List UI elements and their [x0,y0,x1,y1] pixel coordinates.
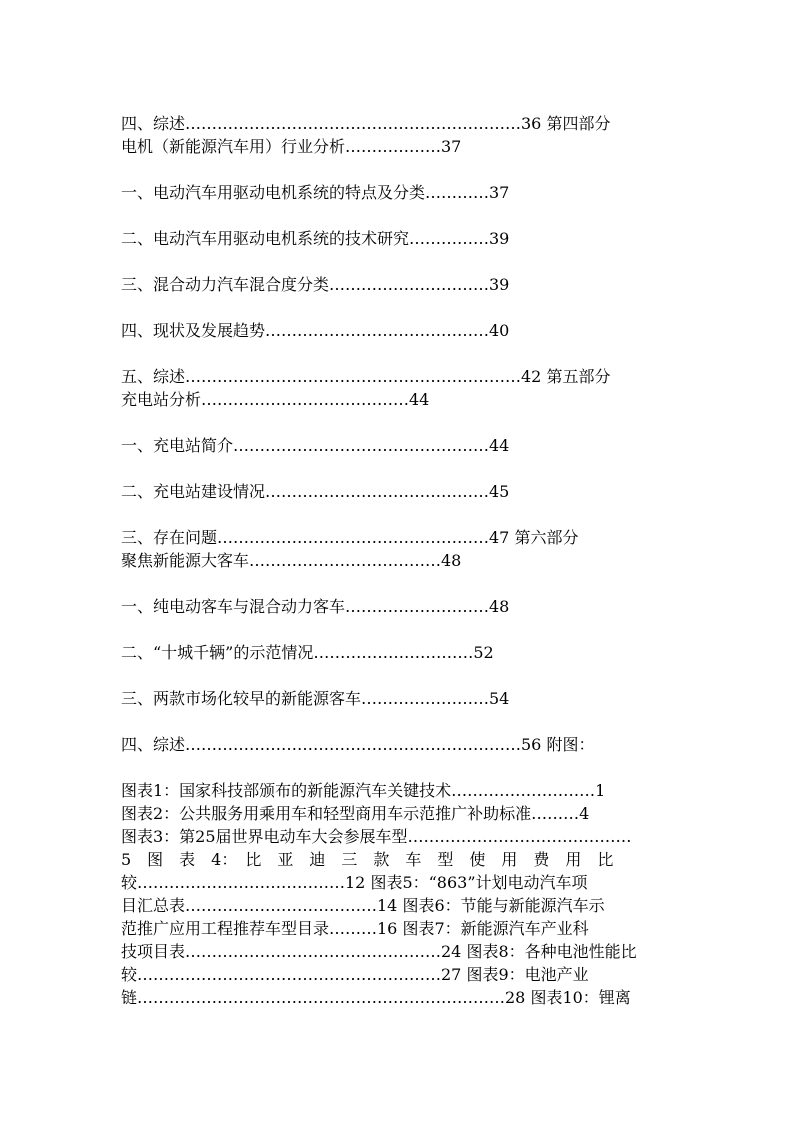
toc-entry-9[interactable] [121,526,673,572]
document-page [121,112,673,1009]
toc-entry-4[interactable] [121,273,673,296]
toc-entry-6-line-1: 五、综述………………………………………………………42 第五部分 [121,367,611,386]
toc-entry-12[interactable] [121,687,673,710]
toc-entry-1-line-2: 电机（新能源汽车用）行业分析………………37 [121,137,462,156]
toc-entry-13-line-1: 四、综述………………………………………………………56 附图： [121,735,595,754]
toc-entry-3-line-1: 二、电动汽车用驱动电机系统的技术研究……………39 [121,229,510,248]
toc-entry-4-line-1: 三、混合动力汽车混合度分类…………………………39 [121,275,510,294]
toc-list [121,112,673,756]
toc-entry-7-line-1: 一、充电站简介…………………………………………44 [121,436,510,455]
toc-entry-12-line-1: 三、两款市场化较早的新能源客车……………………54 [121,689,510,708]
figure-list [121,779,673,1009]
figure-line-2[interactable]: 图表2：公共服务用乘用车和轻型商用车示范推广补助标准………4 [121,804,590,823]
toc-entry-9-line-1: 三、存在问题……………………………………………47 第六部分 [121,528,579,547]
toc-entry-10-line-1: 一、纯电动客车与混合动力客车………………………48 [121,597,510,616]
toc-entry-10[interactable] [121,595,673,618]
toc-entry-11[interactable] [121,641,673,664]
toc-entry-5[interactable] [121,319,673,342]
toc-entry-9-line-2: 聚焦新能源大客车………………………………48 [121,551,462,570]
figure-line-4[interactable]: 5 图 表 4： 比 亚 迪 三 款 车 型 使 用 费 用 比 [121,850,614,869]
toc-entry-1[interactable] [121,112,673,158]
toc-entry-6-line-2: 充电站分析…………………………………44 [121,390,430,409]
figure-line-7[interactable]: 范推广应用工程推荐车型目录………16 图表7：新能源汽车产业科 [121,919,589,938]
toc-entry-2-line-1: 一、电动汽车用驱动电机系统的特点及分类…………37 [121,183,510,202]
figure-line-5[interactable]: 较…………………………………12 图表5：“863”计划电动汽车项 [121,873,588,892]
figure-line-9[interactable]: 较…………………………………………………27 图表9：电池产业 [121,965,589,984]
figure-line-1[interactable]: 图表1：国家科技部颁布的新能源汽车关键技术………………………1 [121,781,606,800]
toc-entry-3[interactable] [121,227,673,250]
toc-entry-13[interactable] [121,733,673,756]
toc-entry-1-line-1: 四、综述………………………………………………………36 第四部分 [121,114,611,133]
figure-line-6[interactable]: 目汇总表………………………………14 图表6：节能与新能源汽车示 [121,896,605,915]
toc-entry-11-line-1: 二、“十城千辆”的示范情况…………………………52 [121,643,494,662]
toc-entry-6[interactable] [121,365,673,411]
toc-entry-2[interactable] [121,181,673,204]
figure-line-3[interactable]: 图表3：第25届世界电动车大会参展车型…………………………………… [121,827,632,846]
toc-entry-8[interactable] [121,480,673,503]
toc-entry-8-line-1: 二、充电站建设情况……………………………………45 [121,482,510,501]
toc-entry-5-line-1: 四、现状及发展趋势……………………………………40 [121,321,510,340]
figure-line-10[interactable]: 链……………………………………………………………28 图表10：锂离 [121,988,631,1007]
figure-line-8[interactable]: 技项目表…………………………………………24 图表8：各种电池性能比 [121,942,637,961]
toc-entry-7[interactable] [121,434,673,457]
